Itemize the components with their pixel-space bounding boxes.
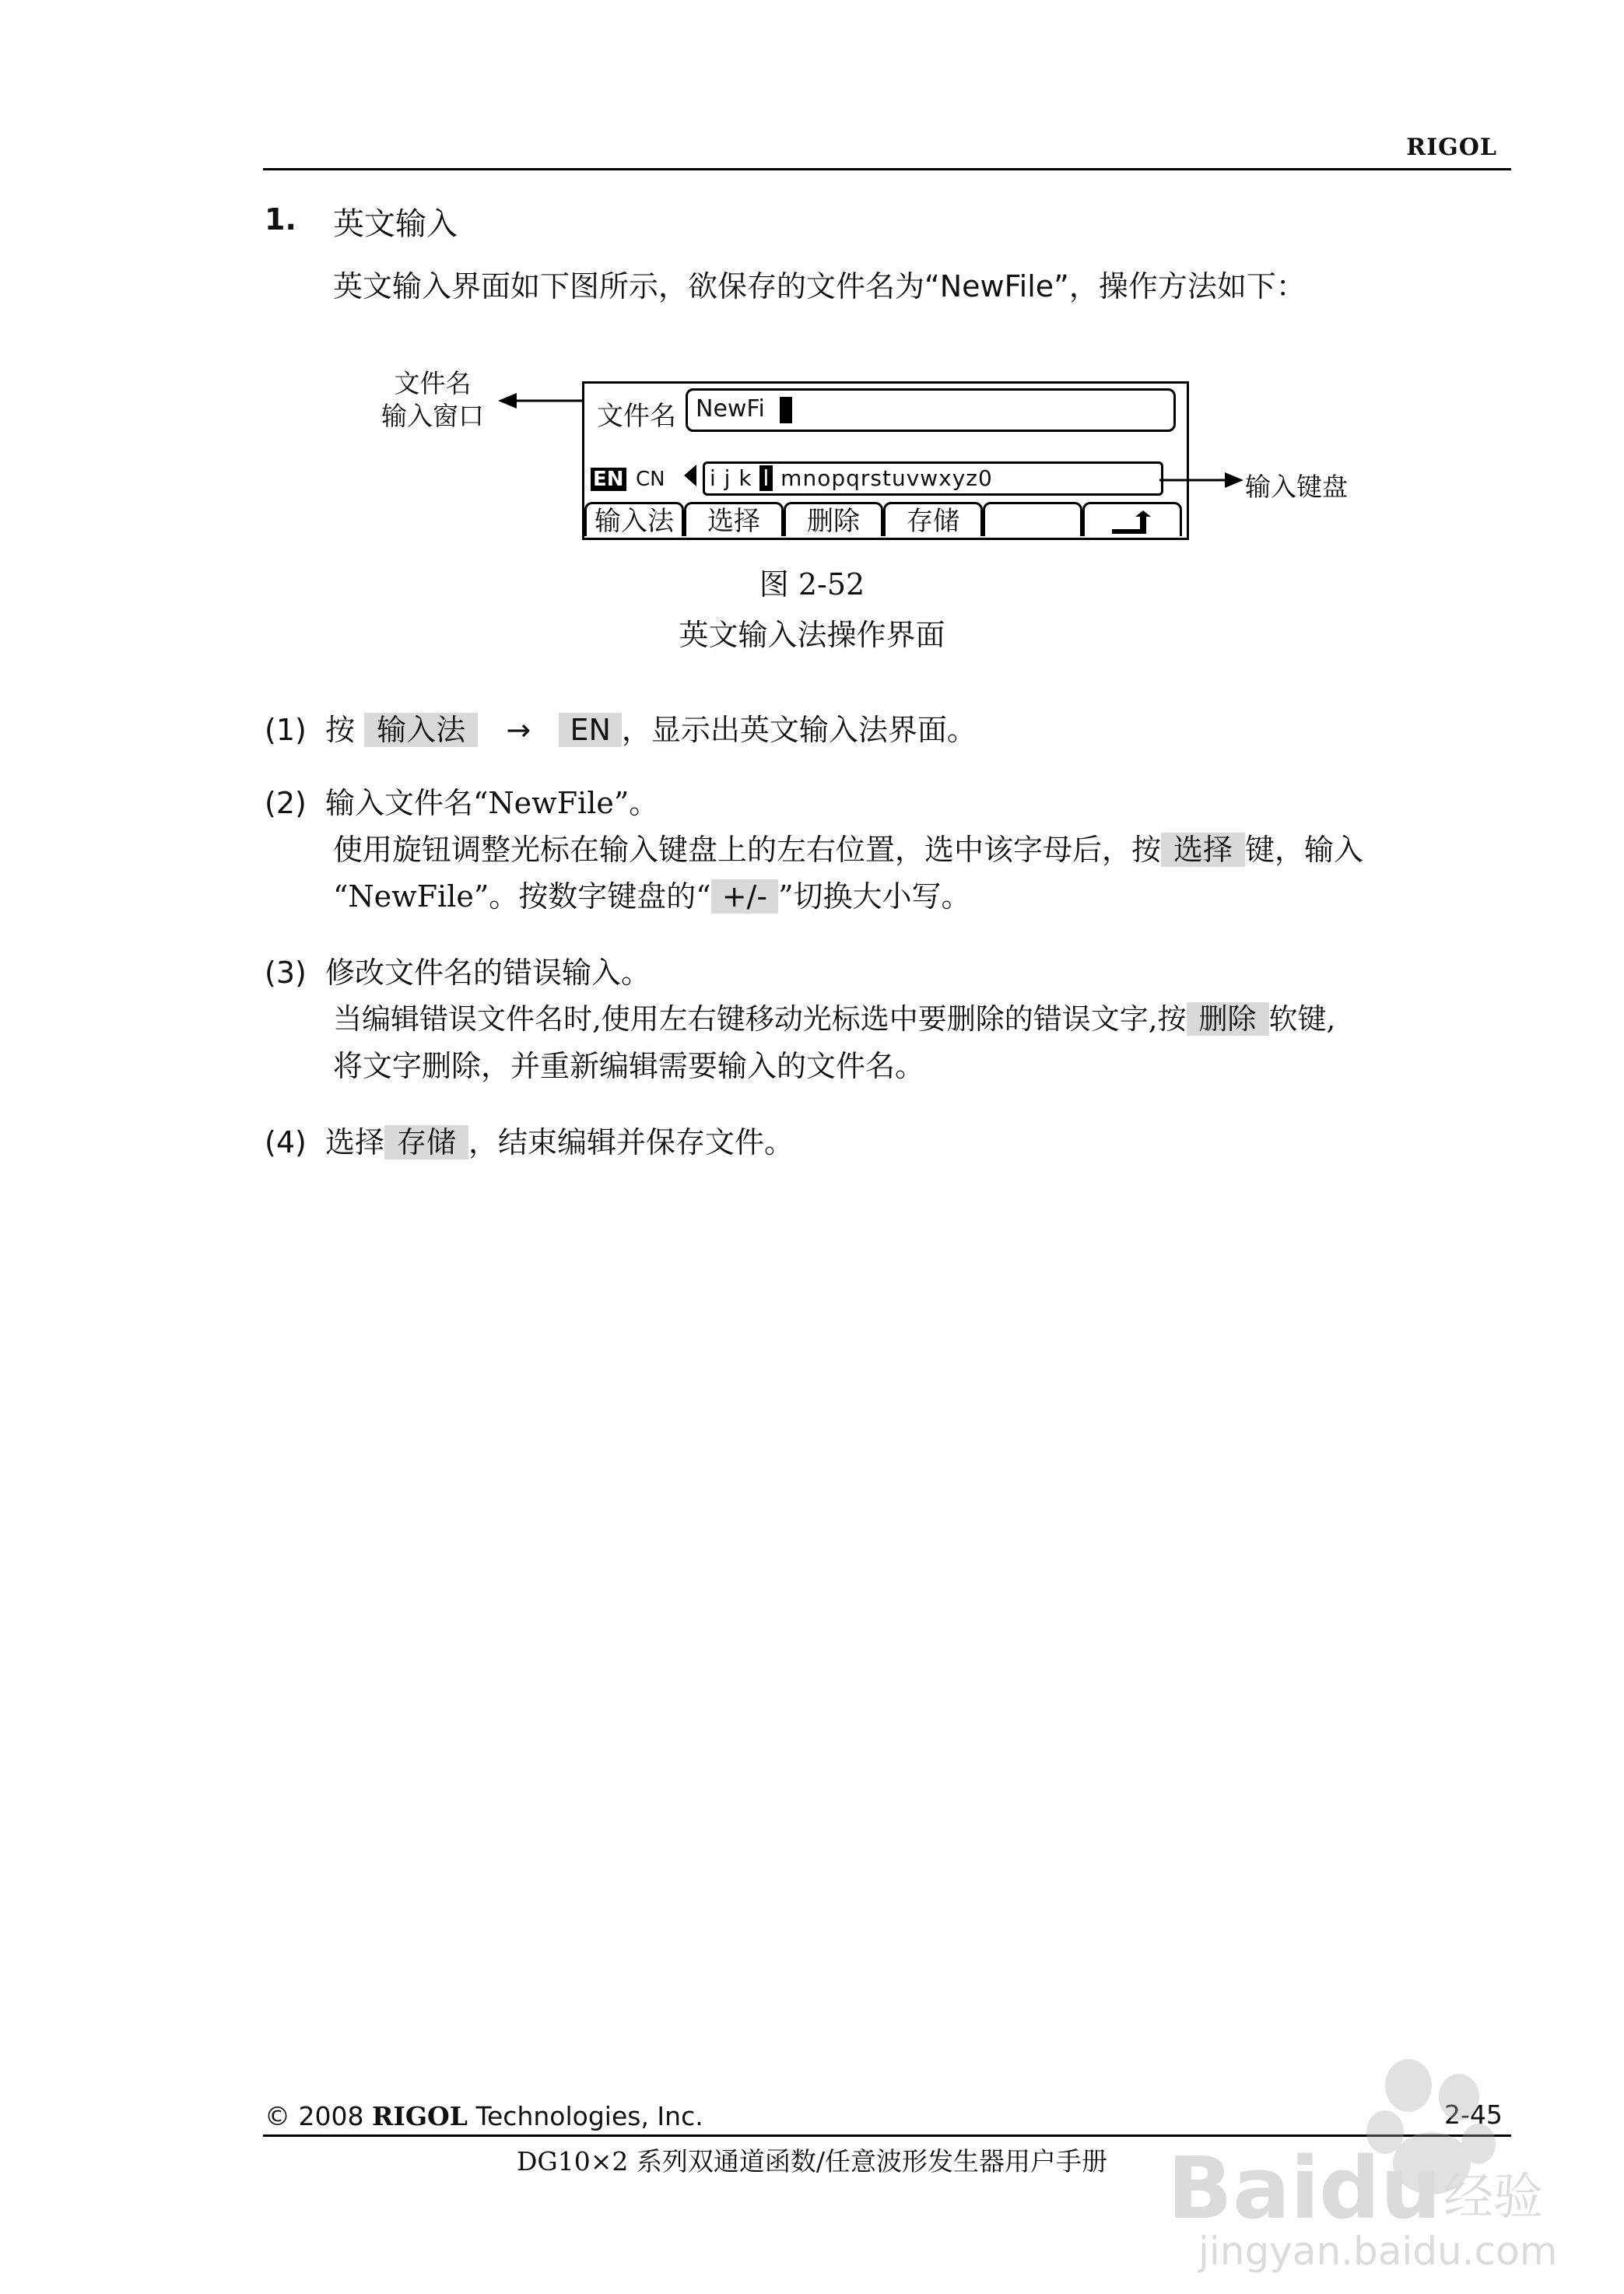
mode-en[interactable]: EN [591,468,626,491]
arrow-icon: → [506,713,531,747]
watermark-bai: Bai [1167,2138,1320,2238]
step-number: (1) [265,713,307,747]
annotation-field [381,367,484,433]
step-4-post: ，结束编辑并保存文件。 [468,1125,794,1159]
watermark-du: du [1319,2138,1442,2238]
step-3-line1: 修改文件名的错误输入。 [325,956,651,990]
keyboard-chars-left: i j k [710,465,752,491]
step-1-pre: 按 [325,713,356,747]
section-number: 1. [265,202,296,237]
step-3 [265,949,651,996]
figure-caption: 英文输入法操作界面 [679,618,945,652]
header-brand: RIGOL [1406,134,1497,161]
step-number: (3) [265,956,307,990]
file-name-value: NewFi [696,395,765,423]
intro-text-before: 英文输入界面如下图所示，欲保存的文件名为 [333,269,925,303]
step-3-line3-text: 将文字删除，并重新编辑需要输入的文件名。 [333,1049,925,1083]
intro-text-after: ，操作方法如下： [1068,269,1306,303]
step-3-line3 [333,1043,924,1089]
step-2-line2 [333,826,1363,873]
annotation-keyboard-arrow [1159,468,1245,492]
device-screen [582,381,1189,540]
input-keyboard[interactable] [703,461,1163,496]
step-4-pre: 选择 [325,1125,385,1159]
step-2-line2-post: 键，输入 [1245,833,1364,867]
step-number: (4) [265,1125,307,1159]
step-2-line3-pre: “NewFile”。按数字键盘的“ [333,879,711,914]
scroll-left-icon[interactable] [684,465,696,486]
section-title: 英文输入 [333,206,458,242]
softkey-return[interactable] [1082,502,1182,536]
step-1-post: ，显示出英文输入法界面。 [621,713,977,747]
step-2 [265,780,658,826]
keyboard-selected-char[interactable]: l [759,465,773,491]
step-2-line3-post: ”切换大小写。 [778,879,971,914]
intro-quoted: “NewFile” [924,269,1069,303]
step-1 [265,707,977,753]
step-3-line2-pre: 当编辑错误文件名时,使用左右键移动光标选中要删除的错误文字,按 [333,1002,1187,1036]
footer-copy-post: Technologies, Inc. [467,2101,703,2131]
softkey-select[interactable]: 选择 [684,502,784,536]
annotation-field-line2: 输入窗口 [381,401,484,431]
watermark-jingyan: 经验 [1443,2169,1543,2226]
mode-cn[interactable]: CN [636,468,665,491]
return-icon [1109,510,1156,534]
step-2-line2-pre: 使用旋钮调整光标在输入键盘上的左右位置，选中该字母后，按 [333,833,1162,867]
step-number: (2) [265,786,307,820]
key-delete[interactable]: 删除 [1187,1002,1269,1036]
key-input-method[interactable]: 输入法 [364,713,478,747]
baidu-watermark [1152,2054,1556,2280]
key-en[interactable]: EN [559,713,621,747]
softkey-input-method[interactable]: 输入法 [584,502,684,536]
softkey-save[interactable]: 存储 [883,502,983,536]
annotation-field-line1: 文件名 [394,368,472,398]
step-2-line3 [333,873,971,920]
footer-brand: RIGOL [371,2101,468,2131]
watermark-url: jingyan.baidu.com [1198,2229,1556,2274]
footer-title: DG10×2 系列双通道函数/任意波形发生器用户手册 [516,2146,1108,2176]
step-4 [265,1119,794,1166]
file-name-label: 文件名 [597,401,676,432]
figure-number: 图 2-52 [759,567,865,602]
key-save[interactable]: 存储 [384,1125,468,1159]
baidu-paw-icon [1152,2054,1556,2280]
file-name-input[interactable] [686,388,1176,432]
key-select[interactable]: 选择 [1161,833,1245,867]
step-2-line1: 输入文件名“NewFile”。 [325,786,659,820]
step-3-line2-post: 软键, [1268,1002,1336,1036]
footer-copyright [265,2101,703,2131]
softkey-empty[interactable] [983,502,1082,536]
step-3-line2 [333,996,1335,1043]
footer-page-number: 2-45 [1444,2099,1503,2130]
key-plus-minus[interactable]: +/- [711,879,778,914]
intro-paragraph [333,263,1306,310]
footer-copy-pre: © 2008 [265,2101,372,2131]
softkey-delete[interactable]: 删除 [784,502,883,536]
keyboard-chars [710,465,993,491]
header-rule [263,168,1511,170]
keyboard-chars-right: mnopqrstuvwxyz0 [780,465,993,491]
annotation-keyboard: 输入键盘 [1245,472,1348,502]
text-cursor [780,397,792,423]
softkey-menu [584,502,1187,538]
